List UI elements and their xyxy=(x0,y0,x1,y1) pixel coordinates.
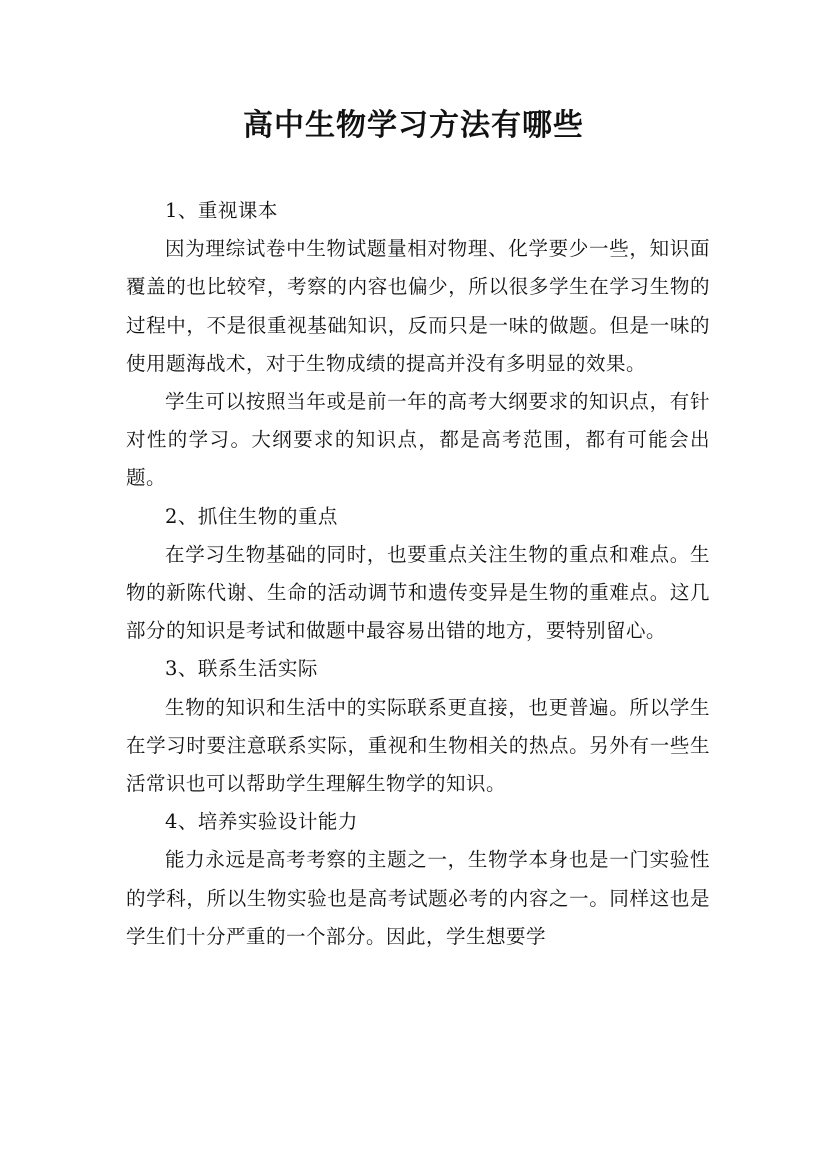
paragraph: 学生可以按照当年或是前一年的高考大纲要求的知识点，有针对性的学习。大纲要求的知识点，都是高考范围，都有可能会出题。 xyxy=(126,390,710,490)
document-title: 高中生物学习方法有哪些 xyxy=(243,108,584,143)
paragraph: 生物的知识和生活中的实际联系更直接，也更普遍。所以学生在学习时要注意联系实际，重视和生物相关的热点。另外有一些生活常识也可以帮助学生理解生物学的知识。 xyxy=(126,695,710,796)
document-body xyxy=(126,192,710,956)
section-heading-3: 3、联系生活实际 xyxy=(165,657,318,681)
paragraph: 能力永远是高考考察的主题之一，生物学本身也是一门实验性的学科，所以生物实验也是高考试题必考的内容之一。同样这也是学生们十分严重的一个部分。因此，学生想要学 xyxy=(126,848,710,948)
section-heading-4: 4、培养实验设计能力 xyxy=(165,810,358,834)
section-heading-1: 1、重视课本 xyxy=(165,199,278,222)
section-heading-2: 2、抓住生物的重点 xyxy=(165,504,338,528)
paragraph: 因为理综试卷中生物试题量相对物理、化学要少一些，知识面覆盖的也比较窄，考察的内容也偏少，所以很多学生在学习生物的过程中，不是很重视基础知识，反而只是一味的做题。但是一味的使用题海战术，对于生物成绩的提高并没有多明显的效果。 xyxy=(126,237,710,375)
paragraph: 在学习生物基础的同时，也要重点关注生物的重点和难点。生物的新陈代谢、生命的活动调节和遗传变异是生物的重难点。这几部分的知识是考试和做题中最容易出错的地方，要特别留心。 xyxy=(126,542,710,643)
